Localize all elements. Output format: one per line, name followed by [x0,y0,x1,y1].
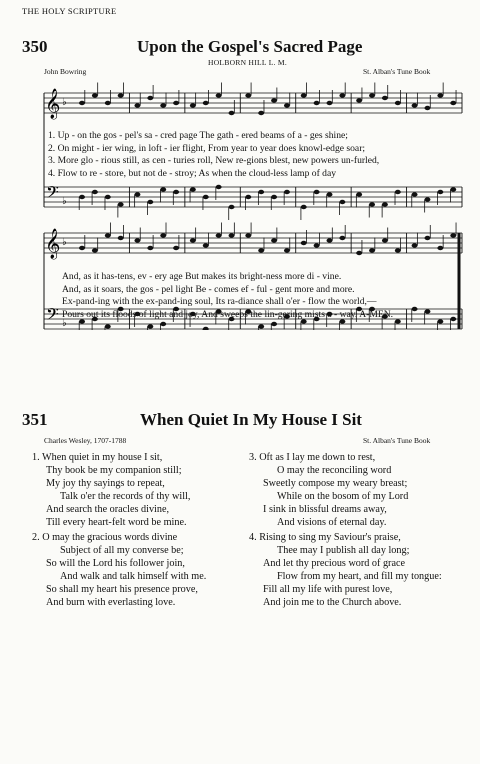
system-2-notehead [190,238,196,242]
system-1-notehead [301,93,307,97]
system-2-notehead [134,238,140,242]
system-1-notehead [105,195,111,199]
system-1-notehead [301,205,307,209]
system-2-notehead [118,236,124,240]
system-1-verse-2: 2. On might - ier wing, in loft - ier flight, From year to year does knowl-edge soar; [48,142,366,154]
system-1-notehead [369,93,375,97]
verse-1-line-2: Thy book be my companion still; [46,465,182,477]
system-1-notehead [258,111,264,115]
verse-1-line-3: My joy thy sayings to repeat, [46,478,165,490]
verse-2 [32,531,206,610]
verse-2-line-1: 2. O may the gracious words divine [32,532,178,543]
system-1-notehead [134,103,140,107]
system-1-notehead [271,195,277,199]
system-1-notehead [314,101,320,105]
system-2-key-flat: ♭ [62,318,67,329]
system-2-lyrics [62,271,393,321]
system-2-notehead [216,233,222,237]
verse-3-line-4: While on the bosom of my Lord [277,491,409,503]
hymn-351-source: St. Alban's Tune Book [363,436,431,445]
system-1-notehead [245,93,251,97]
system-1-notehead [412,103,418,107]
verse-3-line-1: 3. Oft as I lay me down to rest, [249,452,376,463]
system-2-notehead [245,233,251,237]
system-2-notehead [160,233,166,237]
hymn-350-title: Upon the Gospel's Sacred Page [137,37,363,56]
verse-2-line-4: And walk and talk himself with me. [60,571,207,583]
system-2-notehead [105,233,111,237]
system-1-notehead [190,187,196,191]
system-2-notehead [147,324,153,328]
verse-4-line-1: 4. Rising to sing my Saviour's praise, [249,532,401,543]
system-2-treble-clef: 𝄞 [45,229,61,259]
system-1-notehead [160,187,166,191]
system-1-notehead [147,96,153,100]
hymn-351-number: 351 [22,410,48,429]
system-2-notehead [203,327,209,330]
system-2-notehead [271,322,277,326]
system-2-notehead [92,248,98,252]
system-2-notehead [271,238,277,242]
system-1-notehead [339,200,345,204]
system-2-notehead [258,248,264,252]
system-2-notehead [229,233,235,237]
system-1-lyrics [48,130,379,180]
system-2-notehead [412,307,418,311]
system-1-notehead [216,93,222,97]
system-1-notehead [382,202,388,206]
system-1-notehead [395,190,401,194]
system-1-verse-3: 3. More glo - rious still, as cen - turies roll, New re-gions blest, new powers un-furled, [48,155,380,167]
system-1-notehead [147,200,153,204]
system-2-notehead [203,243,209,247]
system-2-notehead [450,233,456,237]
system-2-key-flat: ♭ [62,237,67,248]
system-1-bass-clef: 𝄢 [46,182,59,206]
system-2-notehead [437,319,443,323]
system-2-notehead [147,246,153,250]
system-1-notehead [382,96,388,100]
verse-4-line-6: And join me to the Church above. [263,597,402,609]
system-2-notehead [424,309,430,313]
verse-1-line-1: 1. When quiet in my house I sit, [32,452,163,463]
system-1-notehead [134,192,140,196]
system-2-notehead [382,238,388,242]
system-1-notehead [105,101,111,105]
system-1-notehead [450,101,456,105]
system-2-notehead [339,236,345,240]
verse-4-line-2: Thee may I publish all day long; [277,545,410,557]
verse-3-line-3: Sweetly compose my weary breast; [263,478,408,490]
verse-3-line-6: And visions of eternal day. [277,517,387,529]
system-1-notehead [79,101,85,105]
hymn-350-source: St. Alban's Tune Book [363,67,431,76]
verse-1-line-6: Till every heart-felt word be mine. [46,517,187,529]
system-2-notehead [437,246,443,250]
verse-4-line-5: Fill all my life with purest love, [263,584,393,596]
verse-1-line-5: And search the oracles divine, [46,504,170,516]
verse-4-line-3: And let thy precious word of grace [263,558,406,570]
system-1-notehead [356,192,362,196]
running-head: THE HOLY SCRIPTURE [22,6,117,16]
system-2-notehead [412,243,418,247]
system-1-notehead [284,190,290,194]
verse-1 [32,451,190,530]
system-2-notehead [105,324,111,328]
system-1-notehead [203,195,209,199]
system-1-notehead [92,190,98,194]
system-1-notehead [229,111,235,115]
verse-4 [249,531,442,610]
system-2-notehead [424,236,430,240]
system-2-verse-4: Pours out its floods of light and joy, And sweeps the lin-gering mists a - way. A-MEN. [62,308,394,320]
system-1-notehead [284,103,290,107]
verse-2-line-2: Subject of all my converse be; [60,545,184,557]
hymn-350-number: 350 [22,37,48,56]
hymn-350-tune: HOLBORN HILL L. M. [208,58,288,67]
system-1-notehead [326,192,332,196]
system-2-notehead [160,322,166,326]
system-1-key-flat: ♭ [62,196,67,207]
system-2-bass-clef: 𝄢 [46,304,59,328]
system-1-verse-1: 1. Up - on the gos - pel's sa - cred page The gath - ered beams of a - ges shine; [48,130,348,141]
verse-3-line-5: I sink in blissful dreams away, [263,504,387,516]
hymn-350-author: John Bowring [44,67,87,76]
verse-3-line-2: O may the reconciling word [277,465,392,477]
verse-1-line-4: Talk o'er the records of thy will, [60,491,191,503]
system-1-notehead [437,190,443,194]
system-1-notehead [173,101,179,105]
verse-4-line-4: Flow from my heart, and fill my tongue: [277,571,442,583]
verse-3 [249,451,408,530]
system-1-notehead [424,106,430,110]
system-1-notehead [245,195,251,199]
system-1-notehead [450,187,456,191]
system-1-notehead [173,190,179,194]
system-1-notehead [229,205,235,209]
system-1-notehead [216,185,222,189]
system-2-notehead [326,238,332,242]
system-2-notehead [395,248,401,252]
system-1-notehead [160,103,166,107]
system-1-verse-4: 4. Flow to re - store, but not de - stroy; As when the cloud-less lamp of day [48,167,337,179]
verse-2-line-3: So will the Lord his follower join, [46,558,185,570]
system-1-treble-clef: 𝄞 [45,89,61,119]
system-1-notehead [118,93,124,97]
system-1-notehead [326,101,332,105]
hymn-351-title: When Quiet In My House I Sit [140,410,362,429]
system-2-notehead [173,246,179,250]
system-1-notehead [424,197,430,201]
system-1-notehead [395,101,401,105]
system-2-notehead [395,319,401,323]
verse-2-line-6: And burn with everlasting love. [46,597,176,609]
system-2-verse-2: And, as it soars, the gos - pel light Be - comes ef - ful - gent more and more. [62,283,355,295]
verse-2-line-5: So shall my heart his presence prove, [46,584,198,596]
system-1-notehead [79,195,85,199]
system-2-verse-3: Ex-pand-ing with the ex-pand-ing soul, Its ra-diance shall o'er - flow the world,— [62,296,377,308]
system-1-notehead [356,98,362,102]
system-1-notehead [369,202,375,206]
system-1-key-flat: ♭ [62,97,67,108]
system-2-notehead [369,248,375,252]
system-1-notehead [271,98,277,102]
system-2-notehead [314,243,320,247]
system-2-notehead [79,246,85,250]
system-2-notehead [301,241,307,245]
hymn-351-author: Charles Wesley, 1707-1788 [44,436,127,445]
system-1-notehead [437,93,443,97]
system-1-notehead [314,190,320,194]
system-1-notehead [92,93,98,97]
system-2-notehead [284,248,290,252]
system-2-notehead [356,251,362,255]
system-1-notehead [258,190,264,194]
system-1-notehead [339,93,345,97]
system-1-notehead [412,192,418,196]
system-2-notehead [450,317,456,321]
system-1-notehead [190,103,196,107]
system-2-notehead [258,324,264,328]
system-2-verse-1: And, as it has-tens, ev - ery age But makes its bright-ness more di - vine. [62,271,342,282]
system-1-notehead [203,101,209,105]
system-1-notehead [118,202,124,206]
